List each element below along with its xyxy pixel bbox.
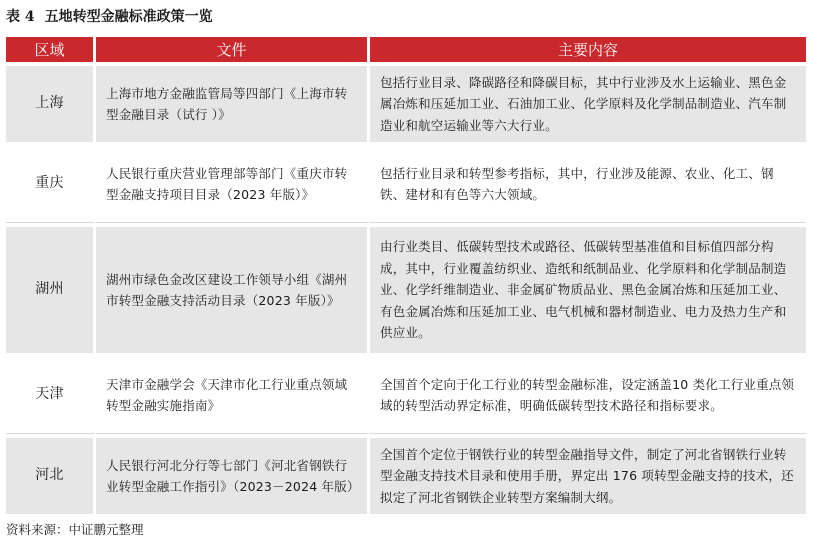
document-cell: 人民银行河北分行等七部门《河北省钢铁行业转型金融工作指引》（2023－2024 年版） (96, 438, 370, 514)
document-cell: 人民银行重庆营业管理部等部门《重庆市转型金融支持项目目录（2023 年版）》 (96, 146, 370, 223)
document-cell: 湖州市绿色金改区建设工作领导小组《湖州市转型金融支持活动目录（2023 年版）》 (96, 227, 370, 353)
header-document: 文件 (96, 37, 370, 62)
content-cell: 包括行业目录、降碳路径和降碳目标，其中行业涉及水上运输业、黑色金属冶炼和压延加工业、石油加工业、化学原料及化学制品制造业、汽车制造业和航空运输业等六大行业。 (370, 66, 806, 142)
region-cell: 天津 (6, 357, 96, 434)
table-row (6, 227, 806, 353)
source-note: 资料来源：中证鹏元整理 (6, 522, 144, 537)
header-region: 区域 (6, 37, 96, 62)
region-cell: 重庆 (6, 146, 96, 223)
table-row (6, 438, 806, 514)
table-number: 表 4 (6, 9, 35, 25)
table-row (6, 66, 806, 142)
document-cell: 上海市地方金融监管局等四部门《上海市转型金融目录（试行 ）》 (96, 66, 370, 142)
region-cell: 湖州 (6, 227, 96, 353)
table-title-text: 五地转型金融标准政策一览 (44, 9, 213, 25)
content-cell: 由行业类目、低碳转型技术或路径、低碳转型基准值和目标值四部分构成，其中，行业覆盖纺织业、造纸和纸制品业、化学原料和化学制品制造业、化学纤维制造业、非金属矿物质品业、黑色金属冶炼和压延加工业、有色金属冶炼和压延加工业、电气机械和器材制造业、电力及热力生产和供应业。 (370, 227, 806, 353)
policy-table (6, 33, 806, 518)
content-cell: 全国首个定位于钢铁行业的转型金融指导文件，制定了河北省钢铁行业转型金融支持技术目录和使用手册，界定出 176 项转型金融支持的技术，还拟定了河北省钢铁企业转型方案编制大纲。 (370, 438, 806, 514)
table-title (6, 6, 213, 28)
table-header-row (6, 37, 806, 62)
content-cell: 包括行业目录和转型参考指标，其中，行业涉及能源、农业、化工、钢铁、建材和有色等六大领域。 (370, 146, 806, 223)
table-row (6, 146, 806, 223)
document-cell: 天津市金融学会《天津市化工行业重点领域转型金融实施指南》 (96, 357, 370, 434)
header-content: 主要内容 (370, 37, 806, 62)
content-cell: 全国首个定向于化工行业的转型金融标准，设定涵盖10 类化工行业重点领域的转型活动界定标准，明确低碳转型技术路径和指标要求。 (370, 357, 806, 434)
region-cell: 上海 (6, 66, 96, 142)
region-cell: 河北 (6, 438, 96, 514)
table-row (6, 357, 806, 434)
